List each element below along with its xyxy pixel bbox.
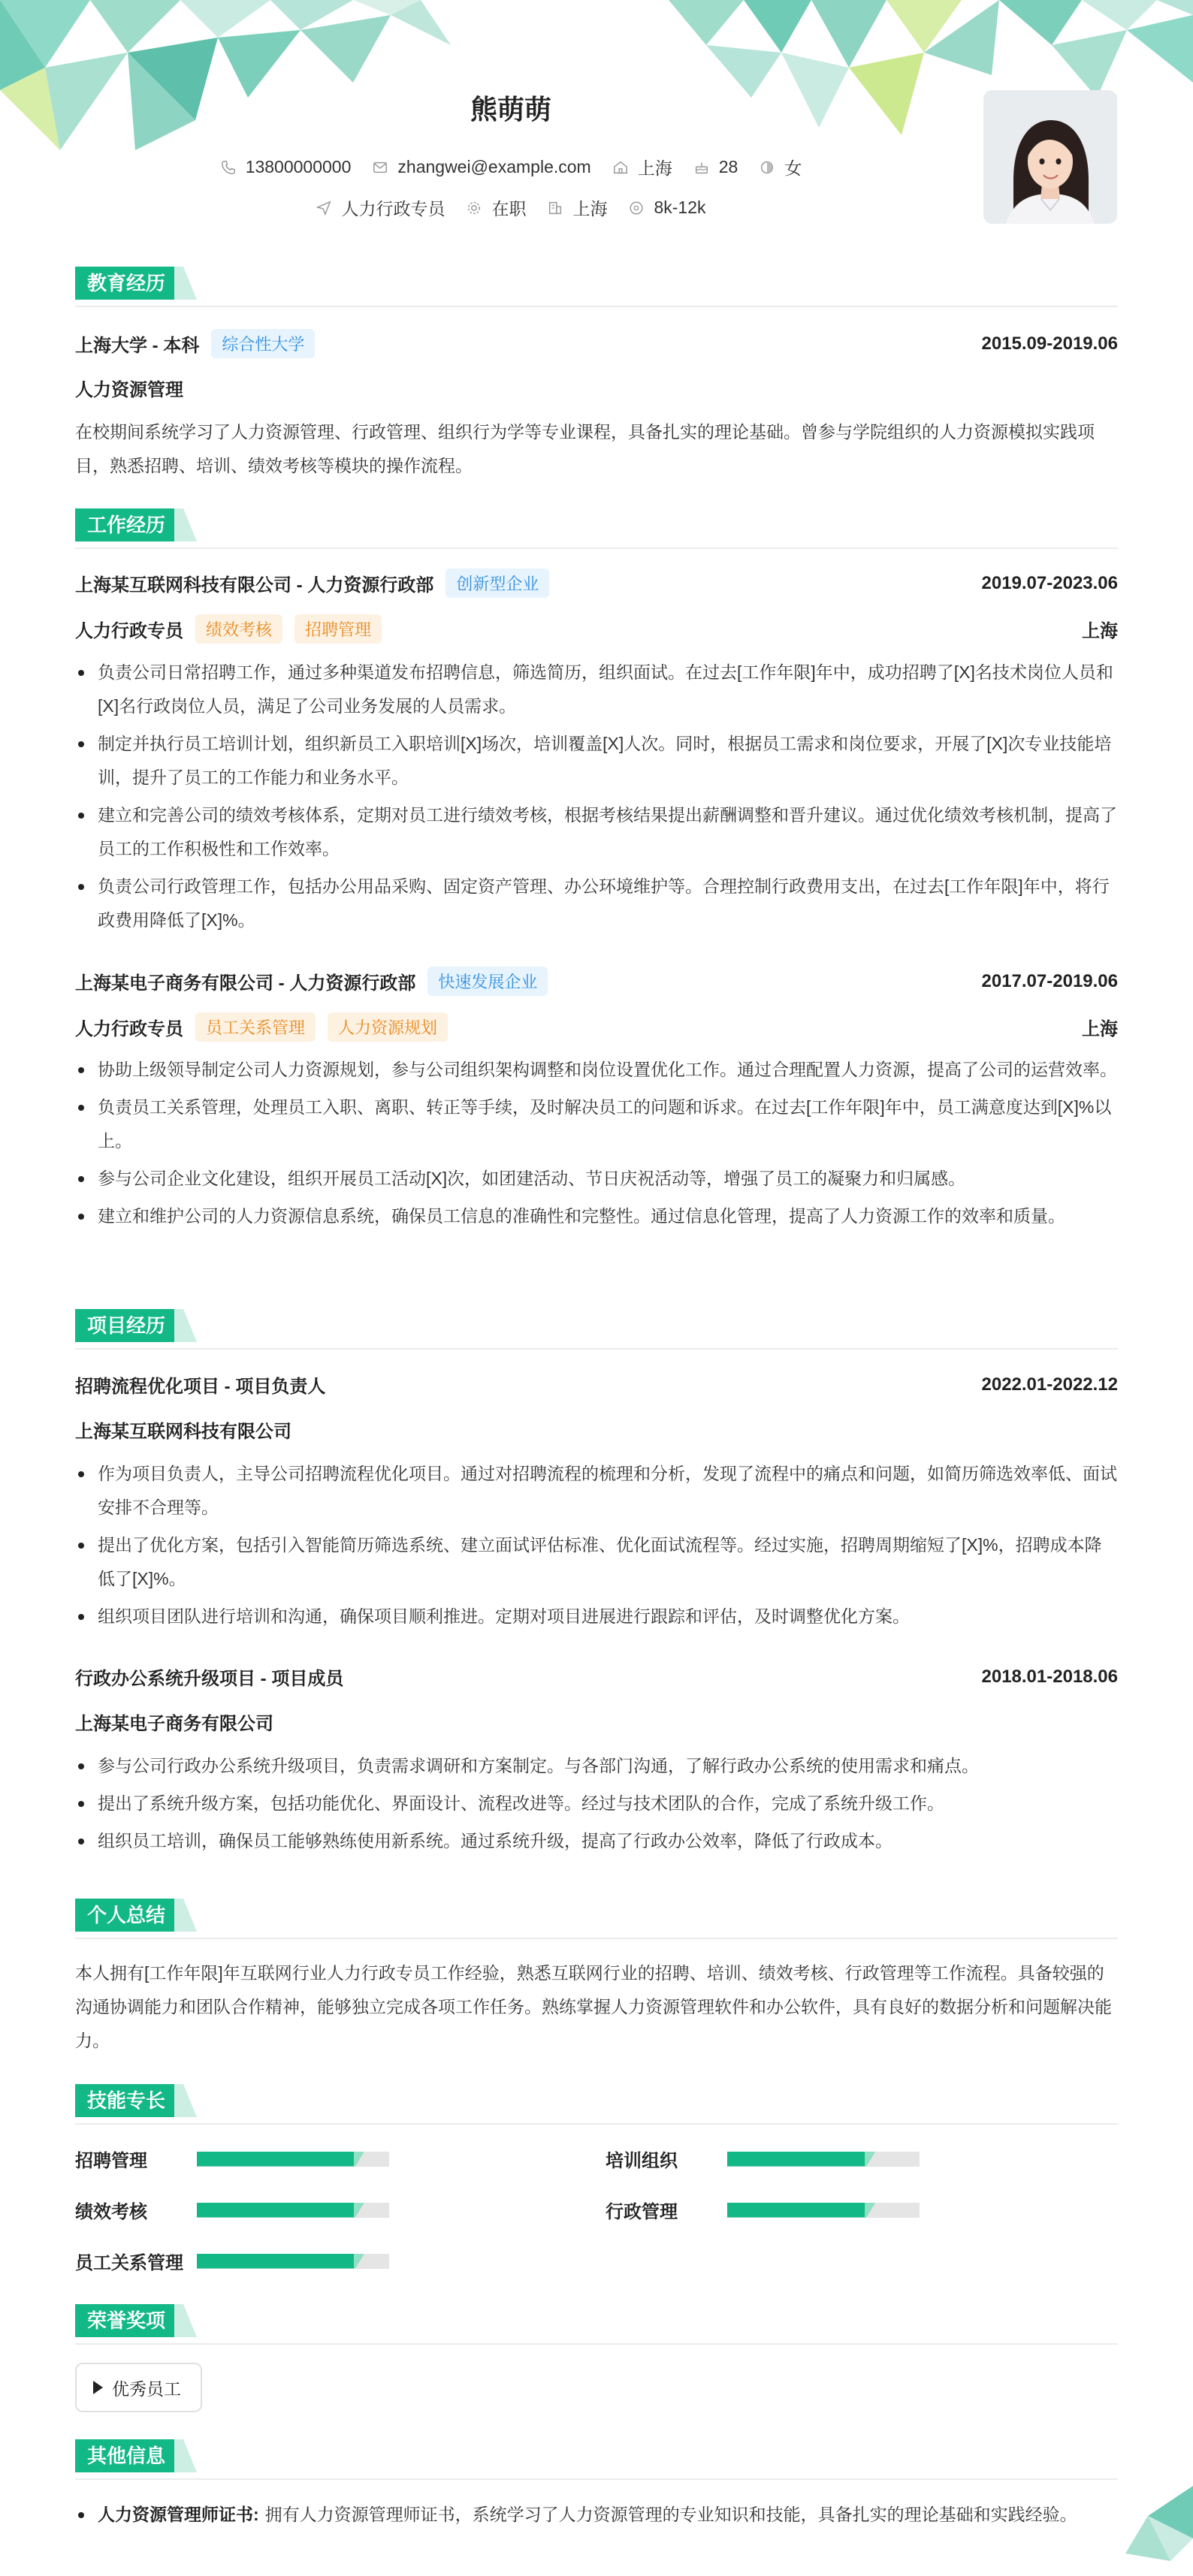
section-tag-tail: [174, 2304, 197, 2337]
skill-item: [75, 2197, 389, 2223]
section-divider: [75, 1938, 1118, 1939]
other-info-list: [75, 2498, 1118, 2532]
job-company: 上海某互联网科技有限公司 - 人力资源行政部: [75, 575, 434, 596]
project-company-row: [75, 1709, 1118, 1735]
list-item: 负责公司日常招聘工作，通过多种渠道发布招聘信息，筛选简历，组织面试。在过去[工作年限]年中，成功招聘了[X]名技术岗位人员和[X]名行政岗位人员，满足了公司业务发展的人员需求。: [75, 656, 1118, 723]
section-tag-tail: [174, 1309, 197, 1342]
job-target-info: [316, 195, 445, 220]
section-summary: [75, 1899, 1118, 1932]
job-date: 2017.07-2019.06: [981, 970, 1118, 991]
list-item: 提出了优化方案，包括引入智能简历筛选系统、建立面试评估标准、优化面试流程等。经过实施，招聘周期缩短了[X]%，招聘成本降低了[X]%。: [75, 1528, 1118, 1596]
project-name: 招聘流程优化项目 - 项目负责人: [75, 1377, 326, 1397]
company-badge: 快速发展企业: [427, 967, 548, 996]
list-item: 组织员工培训，确保员工能够熟练使用新系统。通过系统升级，提高了行政办公效率，降低了行政成本。: [75, 1824, 1118, 1858]
job-info-line: [0, 195, 1022, 220]
job-target-text: 人力行政专员: [341, 199, 445, 219]
skill-bar-fill: [727, 2203, 875, 2218]
section-divider: [75, 306, 1118, 307]
list-item: 负责员工关系管理，处理员工入职、离职、转正等手续，及时解决员工的问题和诉求。在过去[工作年限]年中，员工满意度达到[X]%以上。: [75, 1090, 1118, 1158]
job-position: 人力行政专员: [75, 1019, 183, 1039]
list-item: 协助上级领导制定公司人力资源规划，参与公司组织架构调整和岗位设置优化工作。通过合理配置人力资源，提高了公司的运营效率。: [75, 1053, 1118, 1087]
skill-name: 员工关系管理: [75, 2253, 183, 2273]
summary-text: 本人拥有[工作年限]年互联网行业人力行政专员工作经验，熟悉互联网行业的招聘、培训、绩效考核、行政管理等工作流程。具备较强的沟通协调能力和团队合作精神，能够独立完成各项工作任务。熟练掌握人力资源管理软件和办公软件，具有良好的数据分析和问题解决能力。: [75, 1963, 1112, 2050]
email-info: [372, 155, 590, 179]
project-bullets: [75, 1457, 1118, 1637]
section-education: [75, 267, 1118, 300]
project-bullets: [75, 1749, 1118, 1862]
section-title-summary: 个人总结: [75, 1899, 182, 1932]
list-item: 建立和维护公司的人力资源信息系统，确保员工信息的准确性和完整性。通过信息化管理，提高了人力资源工作的效率和质量。: [75, 1199, 1118, 1233]
job-header-row: [75, 967, 1118, 996]
education-description: 在校期间系统学习了人力资源管理、行政管理、组织行为学等专业课程，具备扎实的理论基础。曾参与学院组织的人力资源模拟实践项目，熟悉招聘、培训、绩效考核等模块的操作流程。: [75, 422, 1095, 475]
list-item: 组织项目团队进行培训和沟通，确保项目顺利推进。定期对项目进展进行跟踪和评估，及时调整优化方案。: [75, 1600, 1118, 1633]
section-tag-tail: [174, 2439, 197, 2472]
job-tag: 绩效考核: [195, 614, 282, 644]
skill-item: [75, 2146, 389, 2172]
project-header-row: [75, 1664, 1118, 1690]
job-location: 上海: [1082, 1019, 1118, 1039]
list-item: [75, 2498, 1118, 2532]
skill-bar: [727, 2152, 920, 2167]
skill-item: [75, 2248, 389, 2274]
settings-icon: [466, 200, 482, 216]
skill-name: 招聘管理: [75, 2151, 147, 2171]
list-item: 建立和完善公司的绩效考核体系，定期对员工进行绩效考核，根据考核结果提出薪酬调整和晋升建议。通过优化绩效考核机制，提高了员工的工作积极性和工作效率。: [75, 798, 1118, 866]
skill-bar: [727, 2203, 920, 2218]
section-title-skills: 技能专长: [75, 2084, 182, 2117]
age-info: [693, 155, 738, 179]
city-info: [612, 155, 672, 179]
section-tag-tail: [174, 1899, 197, 1932]
age-text: 28: [718, 157, 738, 176]
education-date: 2015.09-2019.06: [981, 333, 1118, 354]
section-title-work: 工作经历: [75, 508, 182, 541]
section-divider: [75, 2123, 1118, 2125]
skill-bar-fill: [197, 2152, 364, 2167]
salary-info: [628, 195, 705, 220]
avatar-illustration: [983, 90, 1117, 224]
skill-item: [606, 2146, 920, 2172]
other-info-key: 人力资源管理师证书:: [98, 2505, 259, 2524]
section-divider: [75, 2478, 1118, 2480]
other-info-value: 拥有人力资源管理师证书，系统学习了人力资源管理的专业知识和技能，具备扎实的理论基础和实践经验。: [264, 2505, 1077, 2524]
home-icon: [612, 159, 629, 176]
phone-info: [220, 155, 352, 179]
section-title-education: 教育经历: [75, 267, 182, 300]
job-position: 人力行政专员: [75, 621, 183, 641]
phone-icon: [220, 159, 237, 176]
section-title-awards: 荣誉奖项: [75, 2304, 182, 2337]
job-company: 上海某电子商务有限公司 - 人力资源行政部: [75, 973, 416, 994]
corner-decoration: [1110, 2486, 1193, 2576]
section-other: [75, 2439, 1118, 2472]
cake-icon: [693, 159, 710, 176]
award-badge: [75, 2363, 202, 2412]
building-icon: [547, 200, 563, 216]
job-bullets: [75, 656, 1118, 941]
list-item: 参与公司企业文化建设，组织开展员工活动[X]次，如团建活动、节日庆祝活动等，增强了员工的凝聚力和归属感。: [75, 1162, 1118, 1196]
candidate-name: 熊萌萌: [470, 94, 551, 125]
section-work: [75, 508, 1118, 541]
major-name: 人力资源管理: [75, 380, 183, 400]
section-divider: [75, 1348, 1118, 1350]
project-date: 2022.01-2022.12: [981, 1374, 1118, 1395]
section-awards: [75, 2304, 1118, 2337]
skill-item: [606, 2197, 920, 2223]
skill-bar: [197, 2254, 389, 2269]
job-tag: 招聘管理: [294, 614, 382, 644]
award-name: 优秀员工: [112, 2378, 181, 2399]
skill-bar-fill: [197, 2203, 364, 2218]
mail-icon: [372, 159, 388, 176]
section-projects: [75, 1309, 1118, 1342]
section-divider: [75, 2343, 1118, 2345]
project-date: 2018.01-2018.06: [981, 1666, 1118, 1687]
section-title-other: 其他信息: [75, 2439, 182, 2472]
list-item: 参与公司行政办公系统升级项目，负责需求调研和方案制定。与各部门沟通，了解行政办公系统的使用需求和痛点。: [75, 1749, 1118, 1783]
project-company: 上海某互联网科技有限公司: [75, 1422, 291, 1442]
list-item: 作为项目负责人，主导公司招聘流程优化项目。通过对招聘流程的梳理和分析，发现了流程中的痛点和问题，如简历筛选效率低、面试安排不合理等。: [75, 1457, 1118, 1525]
send-icon: [316, 200, 332, 216]
school-badge: 综合性大学: [211, 329, 315, 358]
job-position-row: [75, 614, 1118, 644]
job-tag: 员工关系管理: [195, 1012, 316, 1042]
city-text: 上海: [637, 158, 672, 178]
salary-text: 8k-12k: [654, 198, 706, 217]
skill-bar-fill: [727, 2152, 875, 2167]
project-header-row: [75, 1371, 1118, 1398]
education-major-row: [75, 375, 1118, 401]
skill-bar: [197, 2152, 389, 2167]
job-bullets: [75, 1053, 1118, 1237]
job-location: 上海: [1082, 621, 1118, 641]
gender-icon: [759, 159, 775, 176]
gender-info: [759, 155, 802, 179]
job-position-row: [75, 1012, 1118, 1042]
section-tag-tail: [174, 267, 197, 300]
job-header-row: [75, 569, 1118, 598]
education-header-row: [75, 329, 1118, 358]
work-city-text: 上海: [572, 199, 608, 219]
status-text: 在职: [491, 199, 527, 219]
contact-info-line: [0, 155, 1022, 179]
company-badge: 创新型企业: [445, 569, 549, 598]
skill-name: 培训组织: [606, 2151, 678, 2171]
section-skills: [75, 2084, 1118, 2117]
job-date: 2019.07-2023.06: [981, 572, 1118, 593]
email-text: zhangwei@example.com: [397, 157, 591, 176]
status-info: [466, 195, 526, 220]
list-item: 负责公司行政管理工作，包括办公用品采购、固定资产管理、办公环境维护等。合理控制行政费用支出，在过去[工作年限]年中，将行政费用降低了[X]%。: [75, 870, 1118, 937]
phone-text: 13800000000: [245, 157, 352, 176]
work-city-info: [547, 195, 607, 220]
job-tag: 人力资源规划: [328, 1012, 448, 1042]
school-name: 上海大学 - 本科: [75, 336, 200, 356]
project-company: 上海某电子商务有限公司: [75, 1714, 273, 1734]
project-name: 行政办公系统升级项目 - 项目成员: [75, 1669, 344, 1689]
project-company-row: [75, 1416, 1118, 1443]
skill-bar: [197, 2203, 389, 2218]
gender-text: 女: [784, 158, 802, 178]
section-tag-tail: [174, 508, 197, 541]
section-title-projects: 项目经历: [75, 1309, 182, 1342]
profile-photo: [983, 90, 1117, 224]
triangle-icon: [93, 2381, 103, 2394]
list-item: 制定并执行员工培训计划，组织新员工入职培训[X]场次，培训覆盖[X]人次。同时，根据员工需求和岗位要求，开展了[X]次专业技能培训，提升了员工的工作能力和业务水平。: [75, 727, 1118, 795]
money-icon: [628, 200, 645, 216]
list-item: 提出了系统升级方案，包括功能优化、界面设计、流程改进等。经过与技术团队的合作，完成了系统升级工作。: [75, 1787, 1118, 1820]
skill-name: 绩效考核: [75, 2202, 147, 2222]
skill-bar-fill: [197, 2254, 364, 2269]
section-tag-tail: [174, 2084, 197, 2117]
skill-name: 行政管理: [606, 2202, 678, 2222]
section-divider: [75, 547, 1118, 549]
